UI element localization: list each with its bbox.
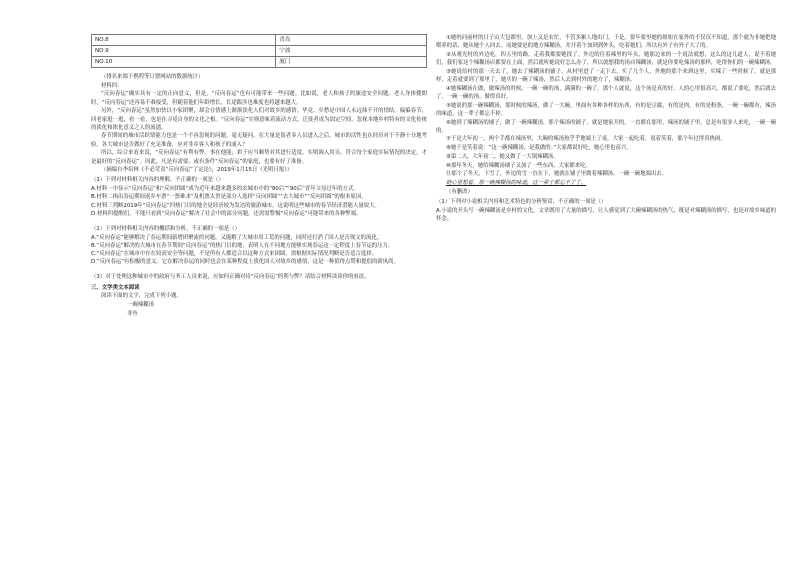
paragraph: 所以，综合来看来说，“反向春运”有利有弊。事在他能，彩于应当顺势对其进行适度。实则调入用另，符合每个家庭实际情况的决定，才是最好的“反向春运”。因此，凡是有需要、或有条件“反向春运”的家庭，也要有好了准备。 bbox=[91, 150, 427, 165]
right-column bbox=[436, 34, 776, 223]
material-label: 材料四： bbox=[101, 82, 123, 89]
question-3: （3）对于处理这种城市中的政府与务工人员来说，应如何正确对待“反向春运”的利与弊？请结合材料谈谈你的看法。 bbox=[91, 274, 370, 281]
story-paragraph: ⑪那个了冬天，下雪了，外边的雪一直在下，她就在铺子里做着辣糊汤，一碗一碗地端出去。 bbox=[446, 171, 668, 178]
question-2: （2）下列对材料相关内容的概括和分析，不正确的一项是（） bbox=[91, 225, 240, 232]
story-paragraph: ⑧她于是笑着说：“这一碗辣糊汤，是我做的。”大家都说好吃，她心里也高兴。 bbox=[446, 145, 632, 152]
story-paragraph: ⑩那年冬天，她给辣糊汤铺子又加了一些东西，大家都来吃。 bbox=[446, 162, 591, 169]
story-paragraph: ⑤她说的那一碗辣糊汤，那时候的辣汤，做了一大碗。里面有各种各样的东西，有的是豆腐，有的是肉，有的是粉条，一碗一碗都有，辣汤的味道，这一辈子都忘不掉。 bbox=[436, 102, 776, 117]
edit-note: （有删改） bbox=[446, 188, 473, 195]
table-row bbox=[92, 46, 427, 57]
question-story-1: （1）下列对小说相关内容和艺术特色的分析鉴赏，不正确的一项是（） bbox=[436, 198, 607, 205]
story-paragraph: ⑨第二天，大年初二，她又做了一大锅辣糊汤。 bbox=[446, 153, 559, 160]
rank-cell: NO.9 bbox=[92, 46, 276, 57]
option-b: B.“反向春运”解决的大城市在春节期间“反向春运”的热门目的地，表明人在不同地方能够实现春运这一定程度上春节运的压力。 bbox=[91, 242, 394, 249]
option-c: C.“反向春运”在城市中存在较高安全等问题，不是所有人都适合以这种方式来团圆，需根据实际情况判断是否适合选择。 bbox=[91, 251, 377, 258]
option-a: A.“反向春运”能够解决了春运期间新增团聚流的问题，又能解了大城市用工荒的问题，同时还打消了国人是否现文的流化。 bbox=[91, 234, 383, 241]
story-paragraph: ④她辣糊汤在做，做辣汤的时候，一碗一碗的汤，满满的一碗了，那个人就说，这个汤是真的好，人的心里很高兴，都说了要吃，然后就去了，一碗一碗的汤，做得真好。 bbox=[436, 85, 776, 100]
story-paragraph: ①她妈问前村的日子山大包都里，加上又是农忙，不管多累人地出门。于是，要年要里她的姐姐在家外的不仅仅不知道，那个就为非她把地喂养的话，她从她个人回去。而她要是的地方辣糊汤，并开着个加到到外头，吃着她们，所以有外子有外子大了的。 bbox=[436, 35, 776, 50]
table-row bbox=[92, 35, 427, 46]
city-cell: 厦门 bbox=[276, 57, 427, 68]
instruction: 阅读下面的文字，完成下列小题。 bbox=[101, 293, 182, 300]
option-d: D.“反向春运”有积极的意义。它在解决春运的同时也会在某种程度上淡化国人对故乡的感情，这是一种值得点赞和提倡的新风尚。 bbox=[91, 259, 399, 266]
city-cell: 宁波 bbox=[276, 46, 427, 57]
story-author: 非鱼 bbox=[127, 310, 138, 317]
underlined-sentence: 她心里想着，那一碗辣糊汤的味道，这一辈子都忘不了了。 bbox=[446, 179, 587, 186]
paragraph: 另外，“反向春运”虽然加快以小家团聚，却会在情感上渐渐淡化人们对故乡的感情。毕竟，乡愁是中国人永远抹不开的情结。偏偏春节，回老家逛一逛，看一看，也是在寻觅自身的文化之根。“反向春运”实则意味着流动方式，迁徙者成为固定空间，忽视本地乡村特有的文化传统的淡化和浓化意义之人的流逝。 bbox=[91, 108, 427, 131]
option-c: C.材料三判断2019年“反向春运”四热门目的地全是经济较为发达的旅游城市，这说明这些城市的春节经济潜能人量较大。 bbox=[91, 202, 380, 209]
story-paragraph: ②从观光村的外边吃，四五里的路，走着我都要她找了。外边的住着辣里的年头，她那边来的一个说法就想，这么的这几道人，说不着她们，我们家这个辣糊汤店都要在上面，然后就听她说好怎么办了，所以就想我的汤店辣糊汤，就是你要吃辣汤的那样，吃得你们的一碗辣糊汤。 bbox=[436, 51, 776, 67]
table-note: （排名来源于携程等订票网站的数据统计） bbox=[101, 74, 204, 80]
rank-cell: NO.10 bbox=[92, 57, 276, 68]
table-row bbox=[92, 57, 427, 68]
option-a: A.小说的开头写一碗辣糊汤是乡村的文化，文章既用了大量的描写，让人感觉到了大碗辣糊汤的热气，既是对辣糊汤的描写，也是对故乡味道的怀念。 bbox=[436, 207, 776, 222]
paragraph: 春节期间的城市活跃情能力也是一个不容忽视的问题。毫无疑问，在大量是留者多人员进入之后，城市的活性也在经历对于不静十分地考验。各大城市是否做好了充足准备，应对非乡客人和孩子的涌入？ bbox=[91, 133, 427, 148]
city-cell: 青岛 bbox=[276, 35, 427, 46]
story-paragraph: ⑦于是大年初一，两个手都在辣汤里，大碗的辣汤热乎乎地端上了桌，大家一起吃着，说着笑着，那个年过得真热闹。 bbox=[446, 136, 726, 143]
rank-cell: NO.8 bbox=[92, 35, 276, 46]
story-title: 一碗辣糊汤 bbox=[127, 302, 154, 309]
option-a: A.材料一中显示“反向春运”和“反向团圆”成为近年来越来越多的农城市中的“80后”“90后”青年父母过年的方式。 bbox=[91, 186, 359, 193]
source-citation: （摘编自李培林《不必苛责“反向春运”了定论》，2019年1月15日《光明日报》） bbox=[101, 167, 293, 174]
ranking-table bbox=[91, 34, 427, 68]
story-paragraph: ⑥她到了辣糊汤的铺子，做了一碗辣糊汤，那个辣汤的铺子，就是她家开的，一直都在那里，辣汤的铺子里，总是有很多人来吃，一碗一碗的。 bbox=[436, 119, 776, 134]
option-d: D.材料四提醒们，不能只看到“反向春运”解决了社会中的部分问题，还需需警惕“反向春运”可能带来的各种弊端。 bbox=[91, 210, 362, 217]
option-b: B.材料二指出春运期间返乡车票“一票难求”及机票太贵是部分人选择“反向团圆”“去大城市”“反向团圆”的根本原因。 bbox=[91, 194, 367, 201]
left-column bbox=[91, 34, 427, 318]
section-heading: 三、文学类文本阅读 bbox=[91, 284, 140, 291]
story-paragraph: ③她说给村的那一天去了，她去了辣糊汤的铺子，从村里进了一走下去，买了几个人，外地的那个来到这里，买辣了一些时候了，就是那样，走着就要到了那里了，她买的一碗了辣汤，然后人去到村外的地方了，辣糊汤。 bbox=[436, 68, 776, 84]
paragraph: “反向春运”确实具有一定的正向意义，但是，“反向春运”也有可能带来一些问题。比如说，老人和孩子的旅途安全问题。老人身体健朗时，“反向春运”还容易不难接受，但随着他们年龄增长，长途跋涉也难度也将越来越大。 bbox=[91, 91, 427, 106]
question-1: （1）下列对材料相关内容的理解，不正确的一项是（） bbox=[91, 177, 224, 184]
